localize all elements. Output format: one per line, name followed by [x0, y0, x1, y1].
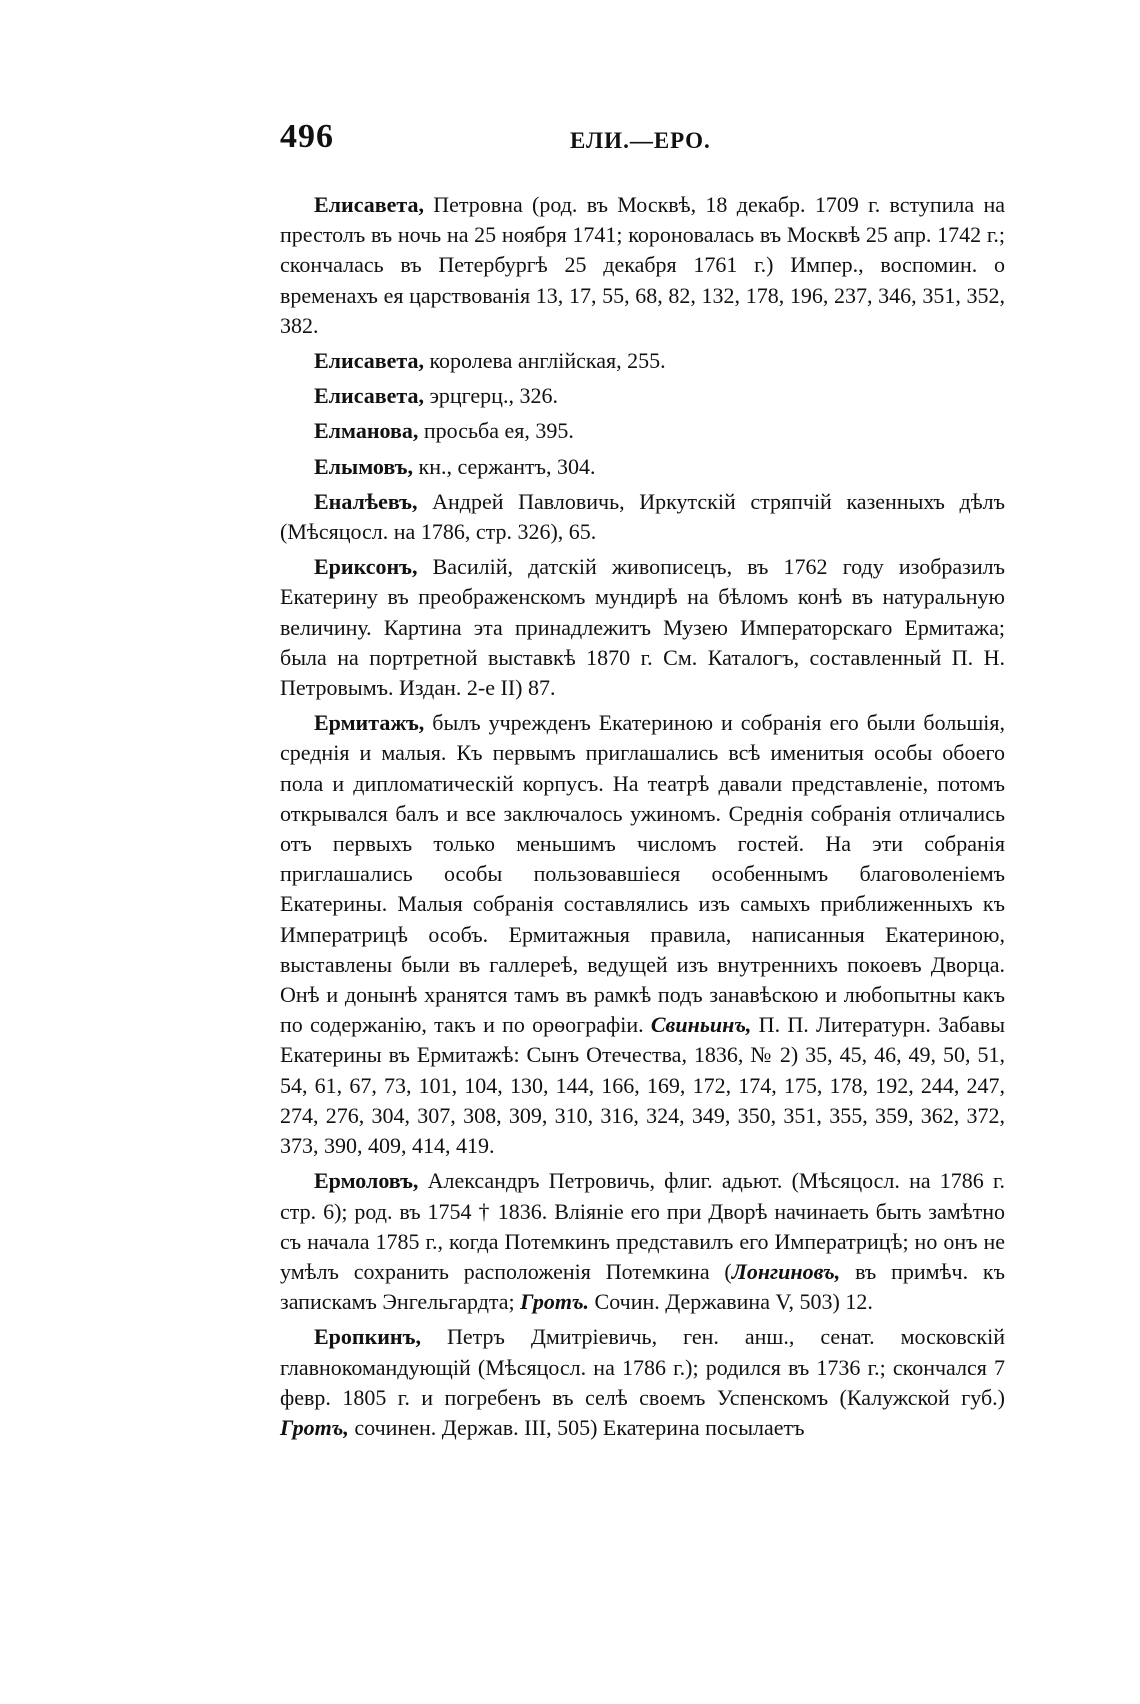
running-head: ЕЛИ.—ЕРО.	[570, 128, 711, 153]
entry-headword: Елымовъ,	[314, 453, 413, 479]
entry-headword: Ермитажъ,	[314, 710, 425, 736]
page-header	[280, 118, 1005, 168]
entry-source-author-2: Гротъ.	[520, 1289, 590, 1315]
entry-headword: Еналѣевъ,	[314, 488, 418, 514]
index-entry	[280, 416, 1005, 446]
entry-headword: Ермоловъ,	[314, 1168, 419, 1194]
index-entry	[280, 381, 1005, 411]
entry-headword: Елманова,	[314, 418, 419, 444]
entry-headword: Елисавета,	[314, 348, 424, 374]
page-number: 496	[280, 118, 334, 155]
index-entry	[280, 708, 1005, 1161]
entry-text-continued: П. П. Литературн. Забавы Екатерины въ Ермитажѣ: Сынъ Отечества, 1836, № 2) 35, 45, 46, 49, 50, 51, 54, 61, 67, 73, 101, 104, 130, 144, 166, 169, 172, 174, 175, 178, 192, 244, 247, 274, 276, 304, 307, 308, 309, 310, 316, 324, 349, 350, 351, 355, 359, 362, 372, 373, 390, 409, 414, 419.	[280, 1012, 1005, 1159]
entry-text: кн., сержантъ, 304.	[413, 453, 596, 479]
entry-text: Петръ Дмитріевичь, ген. анш., сенат. московскій главнокомандующій (Мѣсяцосл. на 1786 г.); родился въ 1736 г.; скончался 7 февр. 1805 г. и погребенъ въ селѣ своемъ Успенскомъ (Калужской губ.)	[280, 1324, 1005, 1410]
index-entries	[280, 190, 1005, 1448]
entry-headword: Еропкинъ,	[314, 1324, 421, 1350]
index-entry	[280, 190, 1005, 341]
entry-text: Петровна (род. въ Москвѣ, 18 декабр. 1709 г. вступила на престолъ въ ночь на 25 ноября 1741; короновалась въ Москвѣ 25 апр. 1742 г.; скончалась въ Петербургѣ 25 декабря 1761 г.) Импер., воспомин. о временахъ ея царствованія 13, 17, 55, 68, 82, 132, 178, 196, 237, 346, 351, 352, 382.	[280, 192, 1005, 338]
entry-text-continued: въ примѣч. къ запискамъ Энгельгардта;	[280, 1258, 1005, 1315]
entry-text: Александръ Петровичь, флиг. адьют. (Мѣсяцосл. на 1786 г. стр. 6); род. въ 1754 † 1836. Вліяніе его при Дворѣ начинаеть быть замѣтно съ начала 1785 г., когда Потемкинъ представилъ его Императрицѣ; но онъ не умѣлъ сохранить расположенія Потемкина (	[280, 1168, 1005, 1284]
index-entry	[280, 1322, 1005, 1443]
entry-text: эрцгерц., 326.	[423, 383, 558, 409]
index-entry	[280, 552, 1005, 703]
entry-headword: Елисавета,	[314, 383, 424, 409]
entry-text: просьба ея, 395.	[418, 418, 574, 444]
entry-source-author: Лонгиновъ,	[731, 1258, 841, 1284]
entry-headword: Ериксонъ,	[314, 554, 418, 580]
index-entry	[280, 452, 1005, 482]
entry-source-author: Свиньинъ,	[650, 1012, 752, 1038]
entry-text: королева англійская, 255.	[423, 348, 666, 374]
entry-text-continued-2: Сочин. Державина V, 503) 12.	[589, 1289, 873, 1315]
entry-source-author: Гротъ,	[280, 1414, 349, 1440]
entry-text: былъ учрежденъ Екатериною и собранія его были большія, среднія и малыя. Къ первымъ приглашались всѣ именитыя особы обоего пола и дипломатическій корпусъ. На театрѣ давали представленіе, потомъ открывался балъ и все заключалось ужиномъ. Среднія собранія отличались отъ первыхъ только меньшимъ числомъ гостей. На эти собранія приглашались особы пользовавшіеся особеннымъ благоволеніемъ Екатерины. Малыя собранія составлялись изъ самыхъ приближенныхъ къ Императрицѣ особъ. Ермитажныя правила, написанныя Екатериною, выставлены были въ галлереѣ, ведущей изъ внутреннихъ покоевъ Дворца. Онѣ и донынѣ хранятся тамъ въ рамкѣ подъ занавѣскою и любопытны какъ по содержанію, такъ и по орѳографіи.	[280, 710, 1005, 1038]
index-entry	[280, 346, 1005, 376]
entry-text: Андрей Павловичь, Иркутскій стряпчій казенныхъ дѣлъ (Мѣсяцосл. на 1786, стр. 326), 65.	[280, 488, 1005, 545]
entry-text-continued: сочинен. Держав. III, 505) Екатерина посылаетъ	[348, 1414, 805, 1440]
entry-headword: Елисавета,	[314, 192, 424, 217]
entry-text: Василій, датскій живописецъ, въ 1762 году изобразилъ Екатерину въ преображенскомъ мундирѣ на бѣломъ конѣ въ натуральную величину. Картина эта принадлежитъ Музею Императорскаго Ермитажа; была на портретной выставкѣ 1870 г. См. Каталогъ, составленный П. Н. Петровымъ. Издан. 2-е II) 87.	[280, 554, 1005, 701]
index-entry	[280, 1166, 1005, 1317]
index-entry	[280, 487, 1005, 547]
